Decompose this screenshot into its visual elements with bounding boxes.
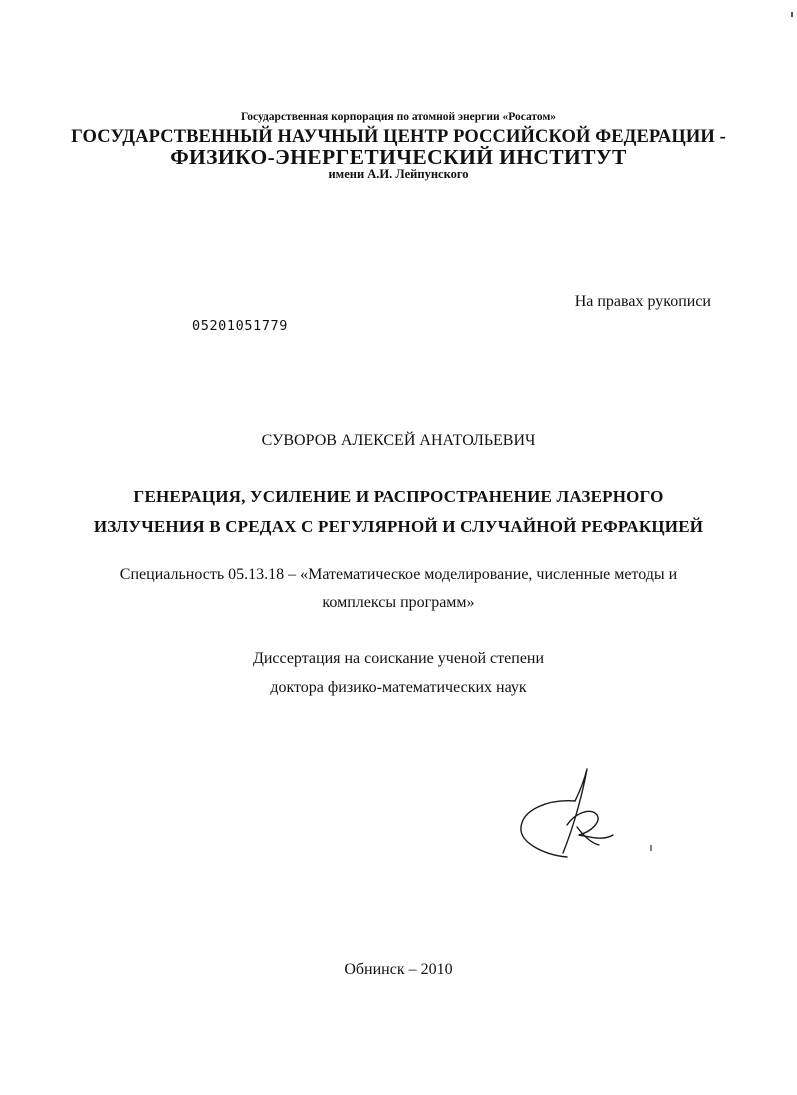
parent-organization: Государственная корпорация по атомной энергии «Росатом» — [240, 111, 557, 123]
specialty-line-1: Специальность 05.13.18 – «Математическое моделирование, численные методы и — [119, 566, 678, 583]
research-center-name: ГОСУДАРСТВЕННЫЙ НАУЧНЫЙ ЦЕНТР РОССИЙСКОЙ ФЕДЕРАЦИИ - — [71, 127, 726, 147]
dissertation-title-line-1: ГЕНЕРАЦИЯ, УСИЛЕНИЕ И РАСПРОСТРАНЕНИЕ ЛАЗЕРНОГО — [133, 487, 664, 506]
degree-line-2: доктора физико-математических наук — [270, 679, 527, 696]
dissertation-title-line-2: ИЗЛУЧЕНИЯ В СРЕДАХ С РЕГУЛЯРНОЙ И СЛУЧАЙНОЙ РЕФРАКЦИЕЙ — [93, 517, 704, 536]
registration-number: 05201051779 — [192, 318, 289, 334]
institute-name: ФИЗИКО-ЭНЕРГЕТИЧЕСКИЙ ИНСТИТУТ — [170, 145, 627, 169]
specialty-line-2: комплексы программ» — [322, 594, 475, 611]
author-name: СУВОРОВ АЛЕКСЕЙ АНАТОЛЬЕВИЧ — [261, 432, 536, 449]
signature — [505, 765, 665, 870]
signature-stroke-main — [521, 769, 587, 857]
manuscript-rights-note: На правах рукописи — [574, 293, 711, 310]
signature-stroke-loop — [567, 811, 613, 838]
place-and-year: Обнинск – 2010 — [344, 961, 453, 978]
scan-artifact-mark — [791, 12, 793, 17]
degree-line-1: Диссертация на соискание ученой степени — [252, 650, 545, 667]
institute-named-after: имени А.И. Лейпунского — [328, 167, 469, 181]
